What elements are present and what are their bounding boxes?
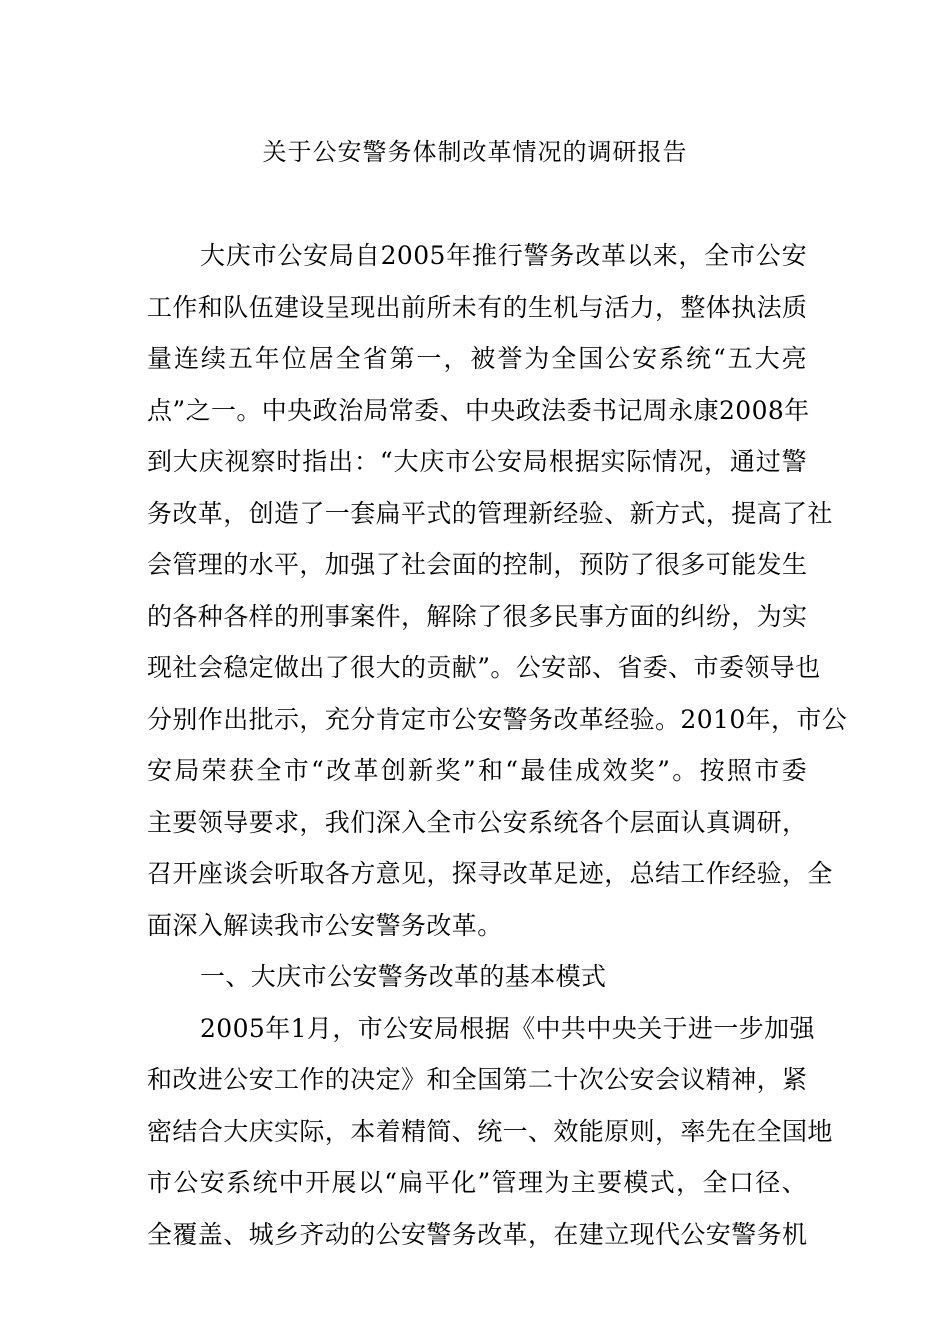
text-line: 务改革，创造了一套扁平式的管理新经验、新方式，提高了社	[147, 498, 833, 528]
text-line: 全覆盖、城乡齐动的公安警务改革，在建立现代公安警务机	[147, 1219, 808, 1249]
text-line: 主要领导要求，我们深入全市公安系统各个层面认真调研，	[147, 807, 808, 837]
document-body	[147, 230, 848, 1260]
text-line: 工作和队伍建设呈现出前所未有的生机与活力，整体执法质	[147, 292, 808, 322]
text-line: 召开座谈会听取各方意见，探寻改革足迹，总结工作经验，全	[147, 859, 833, 888]
text-line: 的各种各样的刑事案件，解除了很多民事方面的纠纷，为实	[147, 601, 808, 631]
text-line: 面深入解读我市公安警务改革。	[147, 910, 503, 940]
text-line: 到大庆视察时指出：“大庆市公安局根据实际情况，通过警	[147, 447, 807, 476]
text-line: 2005年1月，市公安局根据《中共中央关于进一步加强	[200, 1013, 815, 1043]
text-line: 量连续五年位居全省第一，被誉为全国公安系统“五大亮	[147, 344, 807, 373]
text-line: 大庆市公安局自2005年推行警务改革以来，全市公安	[200, 241, 807, 270]
text-line: 会管理的水平，加强了社会面的控制，预防了很多可能发生	[147, 550, 808, 579]
text-line: 安局荣获全市“改革创新奖”和“最佳成效奖”。按照市委	[147, 756, 807, 785]
text-line: 分别作出批示，充分肯定市公安警务改革经验。2010年，市公	[147, 704, 848, 734]
text-line: 现社会稳定做出了很大的贡献”。公安部、省委、市委领导也	[147, 653, 821, 682]
text-line: 密结合大庆实际，本着精简、统一、效能原则，率先在全国地	[147, 1116, 833, 1146]
text-line: 和改进公安工作的决定》和全国第二十次公安会议精神，紧	[147, 1065, 808, 1094]
text-line: 市公安系统中开展以“扁平化”管理为主要模式，全口径、	[147, 1168, 807, 1197]
text-line: 点”之一。中央政治局常委、中央政法委书记周永康2008年	[147, 395, 810, 425]
document-title: 关于公安警务体制改革情况的调研报告	[262, 138, 688, 166]
text-line: 一、大庆市公安警务改革的基本模式	[200, 962, 607, 991]
